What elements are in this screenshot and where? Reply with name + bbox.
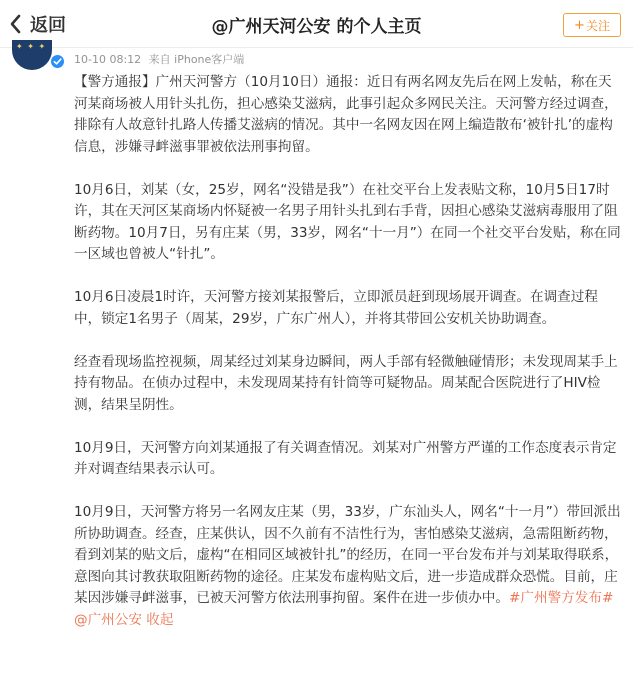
post-paragraph-text: 10月9日，天河警方将另一名网友庄某（男，33岁，广东汕头人，网名“十一月”）带回派出所协助调查。经查，庄某供认，因不久前有不洁性行为，害怕感染艾滋病，急需阻断药物，看到刘某的贴文后，虚构“在相同区域被针扎”的经历，在同一平台发布并与刘某取得联系，意图向其讨教获取阻断药物的途径。庄某发布虚构贴文后，进一步造成群众恐慌。目前，庄某因涉嫌寻衅滋事，已被天河警方依法刑事拘留。案件在进一步侦办中。 bbox=[74, 504, 621, 606]
post-paragraph: 10月6日，刘某（女，25岁，网名“没错是我”）在社交平台上发表贴文称，10月5日17时许，其在天河区某商场内怀疑被一名男子用针头扎到右手背，因担心感染艾滋病毒服用了阻断药物。10月7日，另有庄某（男，33岁，网名“十一月”）在同一个社交平台发贴，称在同一区域也曾被人“针扎”。 bbox=[74, 181, 621, 262]
collapse-link[interactable]: 收起 bbox=[146, 611, 174, 628]
avatar[interactable] bbox=[12, 40, 52, 70]
post-paragraph: 10月6日凌晨1时许，天河警方接刘某报警后，立即派员赶到现场展开调查。在调查过程中，锁定1名男子（周某，29岁，广东广州人），并将其带回公安机关协助调查。 bbox=[74, 289, 598, 327]
follow-button[interactable] bbox=[563, 13, 621, 37]
post-paragraph: 【警方通报】广州天河警方（10月10日）通报：近日有两名网友先后在网上发帖，称在天河某商场被人用针头扎伤，担心感染艾滋病，此事引起众多网民关注。天河警方经过调查，排除有人故意针扎路人传播艾滋病的情况。其中一名网友因在网上编造散布‘被针扎’的虚构信息，涉嫌寻衅滋事罪被依法刑事拘留。 bbox=[74, 74, 618, 155]
post-paragraph: 经查看现场监控视频，周某经过刘某身边瞬间，两人手部有轻微触碰情形；未发现周某手上持有物品。在侦办过程中，未发现周某持有针筒等可疑物品。周某配合医院进行了HIV检测，结果呈阴性。 bbox=[74, 353, 618, 413]
post-content bbox=[74, 72, 622, 631]
post-meta bbox=[74, 51, 244, 67]
top-bar bbox=[0, 0, 633, 48]
post-time: 10-10 08:12 bbox=[74, 53, 142, 66]
page-title: @广州天河公安 的个人主页 bbox=[211, 17, 422, 37]
mention-link[interactable]: @广州公安 bbox=[74, 611, 142, 628]
avatar-emblem-icon: ✦ ✦ ✦ bbox=[16, 42, 47, 51]
post-paragraph-last bbox=[74, 502, 622, 631]
post-source: 来自 iPhone客户端 bbox=[148, 53, 245, 66]
back-label: 返回 bbox=[30, 15, 66, 36]
chevron-left-icon bbox=[8, 13, 24, 35]
post-paragraph: 10月9日，天河警方向刘某通报了有关调查情况。刘某对广州警方严谨的工作态度表示肯定并对调查结果表示认可。 bbox=[74, 439, 617, 477]
hashtag-link[interactable]: #广州警方发布# bbox=[509, 590, 614, 606]
follow-label: 关注 bbox=[585, 18, 610, 33]
verified-badge-icon bbox=[50, 54, 65, 69]
back-button[interactable] bbox=[8, 10, 66, 38]
plus-icon: + bbox=[574, 17, 585, 33]
